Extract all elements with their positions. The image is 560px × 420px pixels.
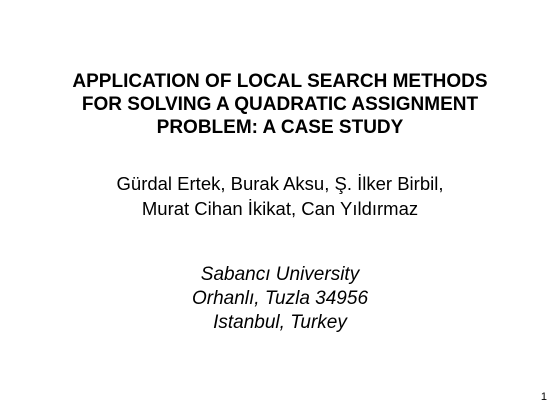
page-number: 1 <box>540 391 547 403</box>
author-list <box>20 171 540 221</box>
affiliation <box>20 263 540 335</box>
affiliation-line: Istanbul, Turkey <box>213 312 347 333</box>
title-line: FOR SOLVING A QUADRATIC ASSIGNMENT <box>81 94 479 115</box>
affiliation-line: Orhanlı, Tuzla 34956 <box>191 288 369 309</box>
author-line: Murat Cihan İkikat, Can Yıldırmaz <box>141 198 419 219</box>
title-line: PROBLEM: A CASE STUDY <box>156 117 404 138</box>
affiliation-line: Sabancı University <box>200 264 360 285</box>
slide-title <box>20 70 540 139</box>
author-line: Gürdal Ertek, Burak Aksu, Ş. İlker Birbil, <box>116 173 444 194</box>
title-line: APPLICATION OF LOCAL SEARCH METHODS <box>72 71 488 92</box>
